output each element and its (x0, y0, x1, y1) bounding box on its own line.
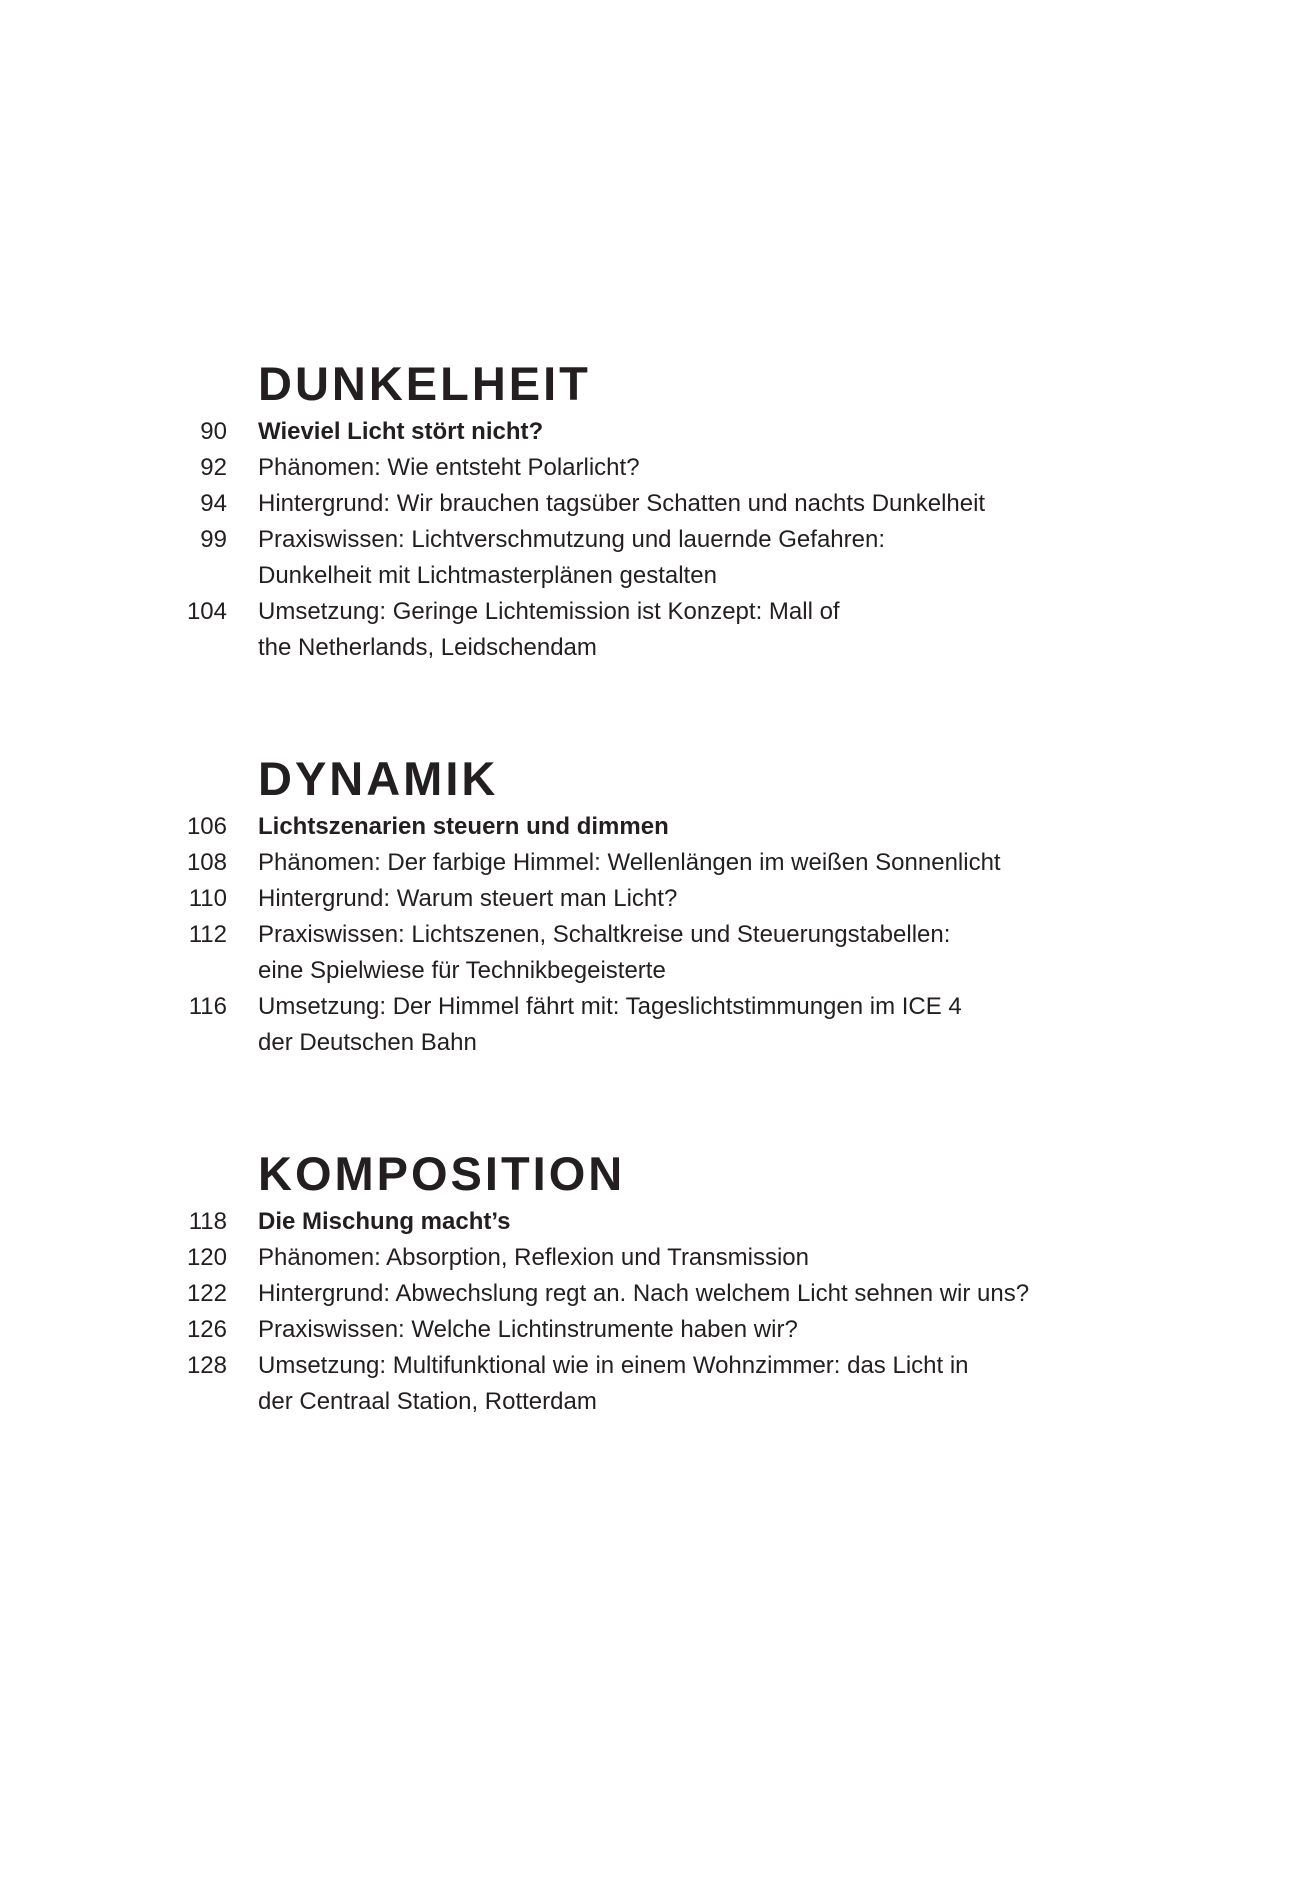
toc-entry-title: Umsetzung: Der Himmel fährt mit: Tageslichtstimmungen im ICE 4 (258, 993, 962, 1020)
toc-page-number: 108 (186, 849, 227, 876)
toc-entry-title: Phänomen: Wie entsteht Polarlicht? (258, 454, 640, 481)
toc-entry-title-continued: eine Spielwiese für Technikbegeisterte (258, 957, 666, 984)
toc-page-number: 120 (186, 1244, 227, 1271)
toc-page-number: 104 (186, 598, 227, 625)
toc-entry-title: Wieviel Licht stört nicht? (258, 418, 544, 445)
toc-entry-title-continued: the Netherlands, Leidschendam (258, 634, 597, 661)
toc-entry[interactable] (0, 1276, 1292, 1312)
toc-page-number: 90 (200, 418, 227, 445)
section-title: KOMPOSITION (258, 1147, 626, 1200)
toc-entry[interactable] (0, 414, 1292, 450)
toc-entry-title: Lichtszenarien steuern und dimmen (258, 813, 669, 840)
toc-entry-title-continued: Dunkelheit mit Lichtmasterplänen gestalten (258, 562, 717, 589)
toc-entry-title: Hintergrund: Warum steuert man Licht? (258, 885, 678, 912)
toc-entry[interactable] (0, 989, 1292, 1061)
toc-entry-title: Die Mischung macht’s (258, 1208, 511, 1235)
toc-list (0, 809, 1292, 1061)
toc-entry[interactable] (0, 522, 1292, 594)
toc-entry[interactable] (0, 1312, 1292, 1348)
toc-list (0, 1204, 1292, 1420)
toc-entry[interactable] (0, 881, 1292, 917)
toc-page-number: 99 (200, 526, 227, 553)
toc-entry-title-continued: der Deutschen Bahn (258, 1029, 477, 1056)
toc-page-number: 122 (186, 1280, 227, 1307)
section-title: DUNKELHEIT (258, 357, 591, 410)
toc-entry-title: Praxiswissen: Lichtszenen, Schaltkreise und Steuerungstabellen: (258, 921, 951, 948)
toc-entry[interactable] (0, 917, 1292, 989)
toc-entry-title: Hintergrund: Abwechslung regt an. Nach welchem Licht sehnen wir uns? (258, 1280, 1030, 1307)
section-title: DYNAMIK (258, 752, 499, 805)
toc-entry[interactable] (0, 809, 1292, 845)
toc-entry[interactable] (0, 486, 1292, 522)
toc-page-number: 110 (188, 885, 227, 912)
toc-entry-title: Phänomen: Absorption, Reflexion und Transmission (258, 1244, 809, 1271)
toc-entry[interactable] (0, 594, 1292, 666)
toc-entry[interactable] (0, 1240, 1292, 1276)
toc-page-number: 128 (186, 1352, 227, 1379)
toc-page-number: 94 (200, 490, 227, 517)
toc-entry-title: Hintergrund: Wir brauchen tagsüber Schatten und nachts Dunkelheit (258, 490, 986, 517)
toc-entry-title-continued: der Centraal Station, Rotterdam (258, 1388, 597, 1415)
toc-page-number: 112 (188, 921, 227, 948)
toc-entry[interactable] (0, 450, 1292, 486)
toc-page-number: 92 (200, 454, 227, 481)
toc-entry-title: Praxiswissen: Welche Lichtinstrumente haben wir? (258, 1316, 798, 1343)
toc-page-number: 126 (186, 1316, 227, 1343)
toc-page-number: 106 (186, 813, 227, 840)
toc-entry-title: Phänomen: Der farbige Himmel: Wellenlängen im weißen Sonnenlicht (258, 849, 1001, 876)
toc-page-number: 118 (188, 1208, 227, 1235)
toc-entry[interactable] (0, 1204, 1292, 1240)
toc-entry-title: Umsetzung: Multifunktional wie in einem Wohnzimmer: das Licht in (258, 1352, 969, 1379)
toc-entry[interactable] (0, 845, 1292, 881)
toc-entry[interactable] (0, 1348, 1292, 1420)
toc-page-number: 116 (188, 993, 227, 1020)
toc-list (0, 414, 1292, 666)
toc-entry-title: Praxiswissen: Lichtverschmutzung und lauernde Gefahren: (258, 526, 885, 553)
toc-entry-title: Umsetzung: Geringe Lichtemission ist Konzept: Mall of (258, 598, 840, 625)
